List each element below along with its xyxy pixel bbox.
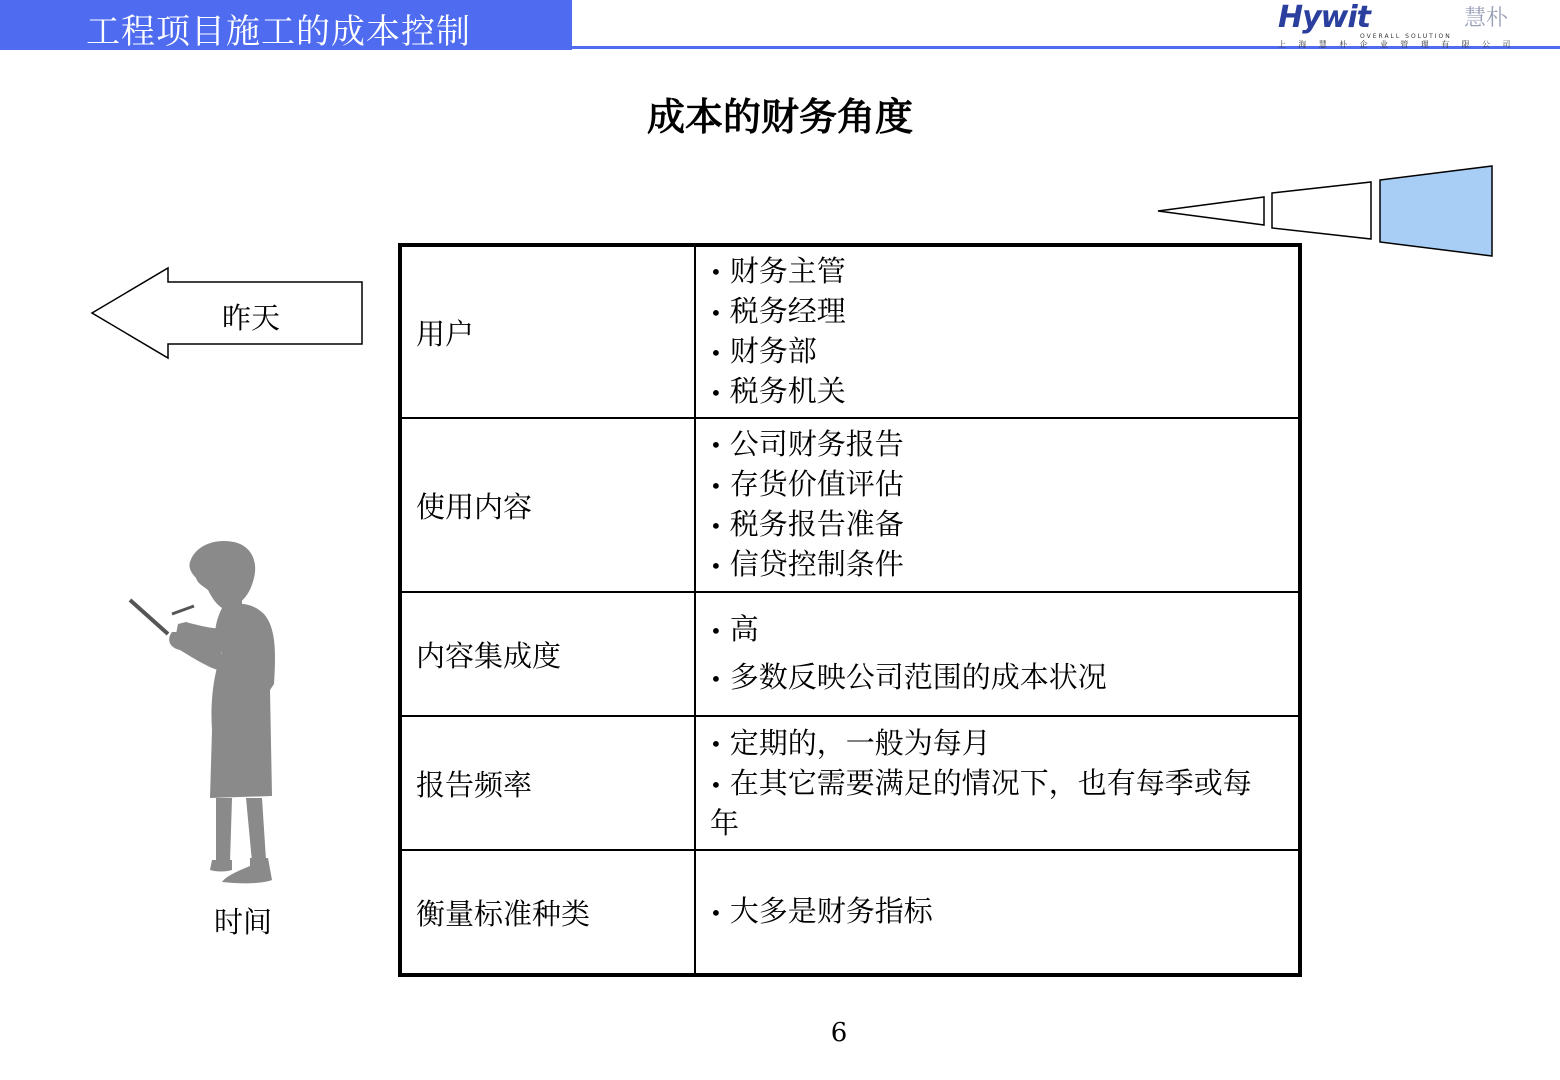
clipboard <box>130 600 168 634</box>
woman-with-clipboard-icon <box>169 541 275 883</box>
header-title: 工程项目施工的成本控制 <box>86 12 471 52</box>
list-item: • 公司财务报告 <box>710 426 904 461</box>
list-item: • 大多是财务指标 <box>710 893 933 928</box>
list-item: • 多数反映公司范围的成本状况 <box>710 660 1107 694</box>
logo-tagline: OVERALL SOLUTION <box>1360 33 1452 40</box>
table-row <box>400 716 1300 850</box>
list-item: • 定期的，一般为每月 <box>710 725 991 760</box>
row-items <box>695 850 1300 975</box>
list-item: • 高 <box>710 611 759 646</box>
row-items <box>695 245 1300 418</box>
row-category: 使用内容 <box>400 418 695 592</box>
page-number: 6 <box>830 1018 848 1048</box>
table-row <box>400 245 1300 418</box>
row-category: 用户 <box>400 245 695 418</box>
finance-perspective-table <box>398 243 1302 977</box>
logo-company-name: 上海慧朴企业管理有限公司 <box>1278 40 1523 49</box>
row-items <box>695 716 1300 850</box>
list-item: • 信贷控制条件 <box>710 547 904 582</box>
table-row <box>400 850 1300 975</box>
list-item: • 税务经理 <box>710 293 846 328</box>
row-category: 衡量标准种类 <box>400 850 695 975</box>
page-title: 成本的财务角度 <box>646 95 913 139</box>
list-item: • 税务机关 <box>710 374 846 409</box>
row-items <box>695 592 1300 716</box>
time-label: 时间 <box>214 905 273 939</box>
list-item: • 财务部 <box>710 334 817 368</box>
list-item: • 存货价值评估 <box>710 466 904 501</box>
table-row <box>400 592 1300 716</box>
logo-brand: Hywit <box>1278 0 1371 35</box>
table-row <box>400 418 1300 592</box>
list-item: • 税务报告准备 <box>710 507 904 541</box>
telescope-lens <box>1380 166 1492 256</box>
list-item: • 财务主管 <box>710 253 846 288</box>
logo-brand-cn: 慧朴 <box>1464 6 1509 31</box>
yesterday-label: 昨天 <box>222 301 281 335</box>
row-items <box>695 418 1300 592</box>
row-category: 报告频率 <box>400 716 695 850</box>
list-item: • 在其它需要满足的情况下，也有每季或每年 <box>710 765 1252 840</box>
pen <box>172 606 194 614</box>
row-category: 内容集成度 <box>400 592 695 716</box>
